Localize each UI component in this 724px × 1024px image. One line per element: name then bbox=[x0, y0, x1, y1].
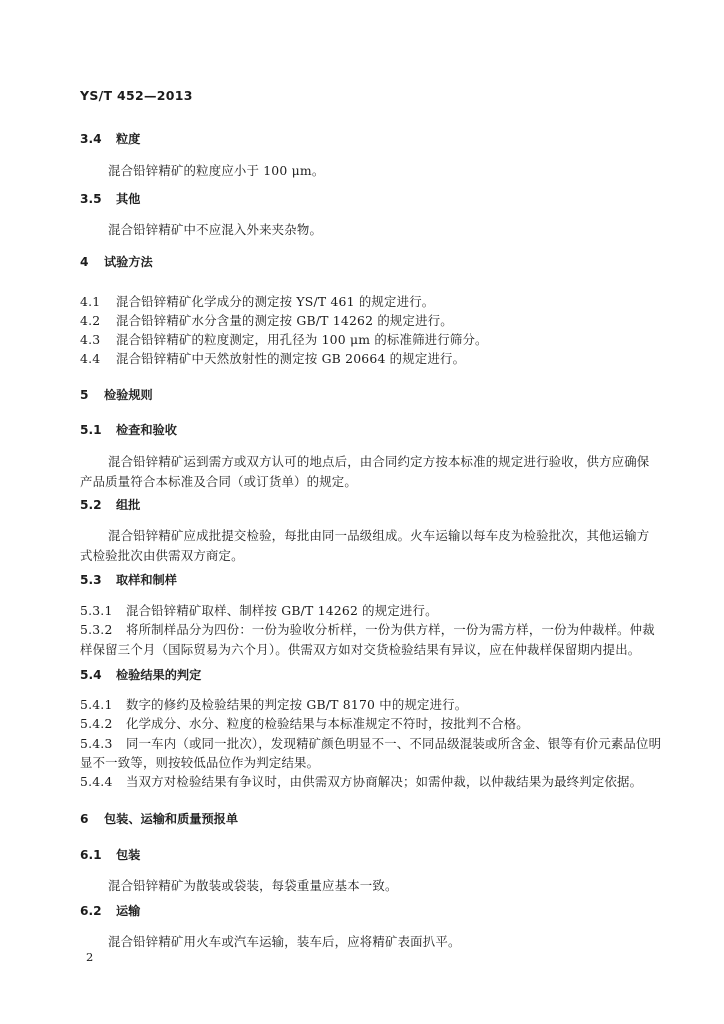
section-3-5-text: 混合铅锌精矿中不应混入外来夹杂物。 bbox=[108, 222, 323, 237]
section-5-2-text-line2: 式检验批次由供需双方商定。 bbox=[80, 548, 244, 563]
section-4-heading: 4 试验方法 bbox=[80, 255, 153, 269]
section-6-1-heading: 6.1 包装 bbox=[80, 848, 141, 862]
section-5-4-3-line2: 显不一致等，则按较低品位作为判定结果。 bbox=[80, 755, 320, 770]
standard-code: YS/T 452—2013 bbox=[80, 88, 193, 103]
section-4-1: 4.1 混合铅锌精矿化学成分的测定按 YS/T 461 的规定进行。 bbox=[80, 294, 435, 309]
section-5-4-3: 5.4.3 同一车内（或同一批次），发现精矿颜色明显不一、不同品级混装或所含金、银等有价元素品位明 bbox=[80, 736, 662, 751]
section-5-3-heading: 5.3 取样和制样 bbox=[80, 573, 177, 587]
section-5-4-heading: 5.4 检验结果的判定 bbox=[80, 668, 202, 682]
section-5-heading: 5 检验规则 bbox=[80, 388, 153, 402]
section-5-3-2: 5.3.2 将所制样品分为四份：一份为验收分析样，一份为供方样，一份为需方样，一份为仲裁样。仲裁 bbox=[80, 622, 655, 637]
section-6-2-text: 混合铅锌精矿用火车或汽车运输，装车后，应将精矿表面扒平。 bbox=[108, 934, 461, 949]
section-5-3-2-line2: 样保留三个月（国际贸易为六个月）。供需双方如对交货检验结果有异议，应在仲裁样保留期内提出。 bbox=[80, 642, 641, 657]
page-number: 2 bbox=[86, 950, 94, 964]
section-3-4-text: 混合铅锌精矿的粒度应小于 100 μm。 bbox=[108, 163, 325, 178]
section-4-2: 4.2 混合铅锌精矿水分含量的测定按 GB/T 14262 的规定进行。 bbox=[80, 313, 453, 328]
section-5-1-heading: 5.1 检查和验收 bbox=[80, 423, 177, 437]
section-3-4-heading: 3.4 粒度 bbox=[80, 132, 141, 146]
section-6-2-heading: 6.2 运输 bbox=[80, 904, 141, 918]
section-5-2-text-line1: 混合铅锌精矿应成批提交检验，每批由同一品级组成。火车运输以每车皮为检验批次，其他运输方 bbox=[108, 528, 650, 543]
section-3-5-heading: 3.5 其他 bbox=[80, 192, 141, 206]
section-5-2-heading: 5.2 组批 bbox=[80, 498, 141, 512]
section-5-4-1: 5.4.1 数字的修约及检验结果的判定按 GB/T 8170 中的规定进行。 bbox=[80, 697, 468, 712]
section-4-4: 4.4 混合铅锌精矿中天然放射性的测定按 GB 20664 的规定进行。 bbox=[80, 351, 466, 366]
section-4-3: 4.3 混合铅锌精矿的粒度测定，用孔径为 100 μm 的标准筛进行筛分。 bbox=[80, 332, 488, 347]
section-5-1-text-line1: 混合铅锌精矿运到需方或双方认可的地点后，由合同约定方按本标准的规定进行验收，供方应确保 bbox=[108, 454, 650, 469]
section-5-4-2: 5.4.2 化学成分、水分、粒度的检验结果与本标准规定不符时，按批判不合格。 bbox=[80, 716, 529, 731]
section-6-heading: 6 包装、运输和质量预报单 bbox=[80, 812, 239, 826]
section-5-1-text-line2: 产品质量符合本标准及合同（或订货单）的规定。 bbox=[80, 474, 357, 489]
section-6-1-text: 混合铅锌精矿为散装或袋装，每袋重量应基本一致。 bbox=[108, 878, 398, 893]
section-5-3-1: 5.3.1 混合铅锌精矿取样、制样按 GB/T 14262 的规定进行。 bbox=[80, 603, 438, 618]
section-5-4-4: 5.4.4 当双方对检验结果有争议时，由供需双方协商解决；如需仲裁，以仲裁结果为最终判定依据。 bbox=[80, 774, 643, 789]
